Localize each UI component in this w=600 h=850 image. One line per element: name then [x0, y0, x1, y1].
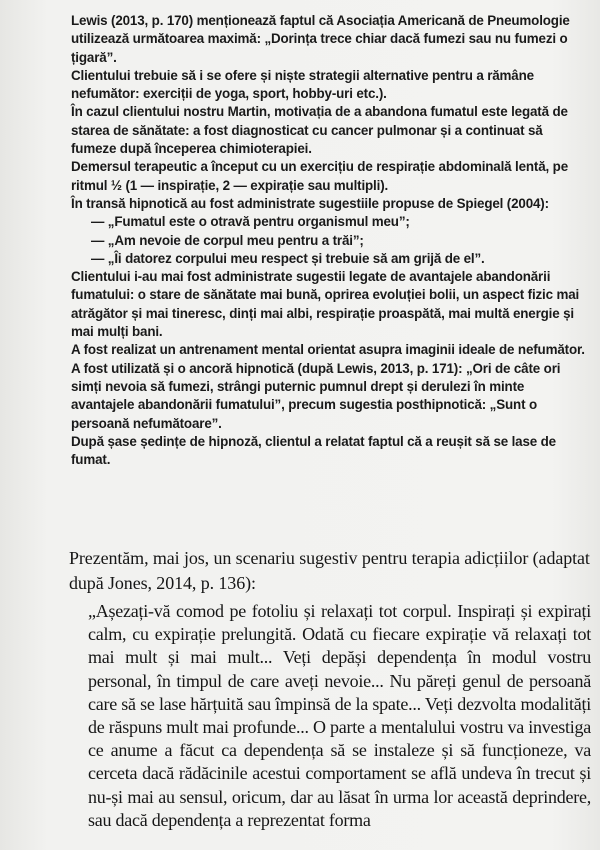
suggestion-item: — „Am nevoie de corpul meu pentru a trăi”;	[91, 232, 364, 248]
case-paragraph-advantages: Clientului i-au mai fost administrate sugestii legate de avantajele abandonării fumatului: o stare de sănătate mai bună, oprirea evoluției bolii, un aspect fizic mai atrăgător și mai tineresc, dinți mai albi, respirație proaspătă, mai multă energie și mai mulți bani.	[71, 269, 580, 340]
scenario-quote-paragraph: „Așezați-vă comod pe fotoliu și relaxați tot corpul. Inspirați și expirați calm, cu expirație prelungită. Odată cu fiecare expirație vă relaxați tot mai mult și mai mult... Veți depăși dependența în modul vostru personal, în timpul de care aveți nevoie... Nu păreți genul de persoană care să se lase hărțuită sau împinsă de la spate... Veți dezvolta modalități de răspuns mult mai profunde... O parte a mentalului vostru va investiga ce anume a făcut ca dependența să se instaleze și să funcționeze, va cerceta dacă rădăcinile acestui comportament se află undeva în trecut și nu-și mai au sensul, oricum, dar au lăsat în urma lor această deprindere, sau dacă dependența a reprezentat forma	[88, 601, 591, 830]
suggestion-item: — „Îi datorez corpului meu respect și trebuie să am grijă de el”.	[91, 250, 485, 266]
case-paragraph-martin-motivation: În cazul clientului nostru Martin, motivația de a abandona fumatul este legată de starea de sănătate: a fost diagnosticat cu cancer pulmonar și a continuat să fumeze după începerea chimioterapiei.	[71, 104, 568, 157]
case-paragraph-mental-training: A fost realizat un antrenament mental orientat asupra imaginii ideale de nefumător.	[71, 342, 585, 358]
case-study-block	[71, 12, 587, 469]
case-paragraph-outcome: După șase ședințe de hipnoză, clientul a relatat faptul că a reușit să se lase de fumat.	[71, 433, 556, 468]
case-paragraph-hypnotic-anchor: A fost utilizată și o ancoră hipnotică (după Lewis, 2013, p. 171): „Ori de câte ori simți nevoia să fumezi, strângi puternic pumnul drept și derulezi în minte avantajele abandonării fumatului”, precum sugestia posthipnotică: „Sunt o persoană nefumătoare”.	[71, 360, 561, 431]
case-paragraph-alternatives: Clientului trebuie să i se ofere și niște strategii alternative pentru a rămâne nefumător: exerciții de yoga, sport, hobby-uri etc.).	[71, 67, 534, 102]
case-paragraph-hypnotic-trance: În transă hipnotică au fost administrate sugestiile propuse de Spiegel (2004):	[71, 195, 549, 211]
case-paragraph-breathing-exercise: Demersul terapeutic a început cu un exercițiu de respirație abdominală lentă, pe ritmul ½ (1 — inspirație, 2 — expirație sau multipli).	[71, 159, 569, 193]
scenario-intro-paragraph: Prezentăm, mai jos, un scenariu sugestiv pentru terapia adicțiilor (adaptat după Jones, 2014, p. 136):	[69, 548, 590, 593]
case-paragraph-lewis-maxim: Lewis (2013, p. 170) menționează faptul că Asociația Americană de Pneumologie utilizează următoarea maximă: „Dorința trece chiar dacă fumezi sau nu fumezi o țigară”.	[71, 13, 570, 65]
suggestion-item: — „Fumatul este o otravă pentru organismul meu”;	[91, 214, 410, 230]
